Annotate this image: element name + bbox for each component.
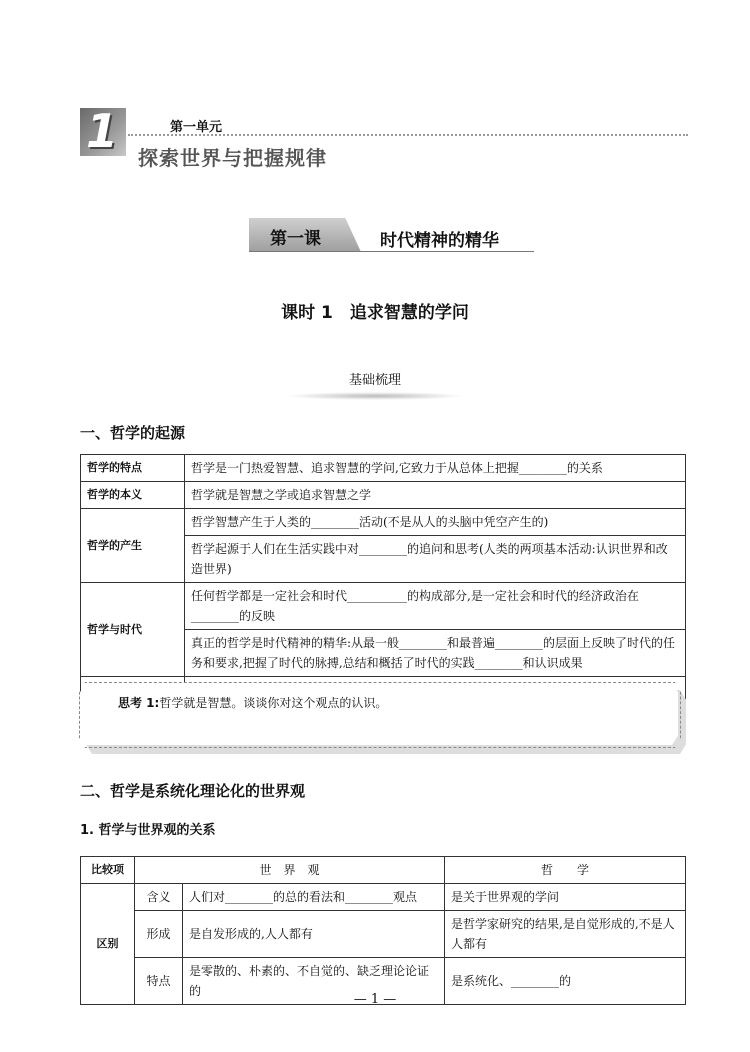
row-content: 哲学智慧产生于人类的________活动(不是从人的头脑中凭空产生的) xyxy=(185,509,686,536)
row-item: 形成 xyxy=(135,911,183,958)
col-header-philosophy: 哲 学 xyxy=(445,857,686,884)
row-item: 含义 xyxy=(135,884,183,911)
section-label-shadow xyxy=(285,392,465,400)
think-label: 思考 1: xyxy=(118,696,160,710)
row-content: 真正的哲学是时代精神的精华:从最一般________和最普遍________的层面上反映了时代的任务和要求,把握了时代的脉搏,总结和概括了时代的实践________和认识成果 xyxy=(185,630,686,677)
row-philosophy: 是哲学家研究的结果,是自觉形成的,不是人人都有 xyxy=(445,911,686,958)
unit-label: 第一单元 xyxy=(170,120,223,135)
row-content: 哲学起源于人们在生活实践中对________的追问和思考(人类的两项基本活动:认识世界和改造世界) xyxy=(185,536,686,583)
lesson-tag: 第一课 xyxy=(270,229,321,249)
lesson-underline xyxy=(249,251,534,252)
table-row xyxy=(81,482,686,509)
unit-number: 1 xyxy=(86,104,119,158)
session-title: 课时 1 追求智慧的学问 xyxy=(281,303,469,323)
group-label: 区别 xyxy=(81,884,135,1005)
row-philosophy: 是系统化、________的 xyxy=(445,958,686,1005)
row-head: 哲学的本义 xyxy=(81,482,185,509)
origin-table xyxy=(80,454,686,704)
part1-heading: 一、哲学的起源 xyxy=(80,424,186,442)
col-header-compare: 比较项 xyxy=(81,857,135,884)
table-row xyxy=(81,455,686,482)
row-worldview: 是零散的、朴素的、不自觉的、缺乏理论论证的 xyxy=(183,958,445,1005)
section-label: 基础梳理 xyxy=(348,373,401,388)
table-row xyxy=(81,884,686,911)
page-number: — 1 — xyxy=(353,992,397,1007)
worldview-table xyxy=(80,856,686,1005)
part2-subheading: 1. 哲学与世界观的关系 xyxy=(80,823,216,838)
lesson-title: 时代精神的精华 xyxy=(380,231,499,251)
row-worldview: 是自发形成的,人人都有 xyxy=(183,911,445,958)
row-philosophy: 是关于世界观的学问 xyxy=(445,884,686,911)
think-box-border xyxy=(79,682,681,748)
row-head: 哲学的产生 xyxy=(81,509,185,583)
table-row xyxy=(81,583,686,630)
table-header-row xyxy=(81,857,686,884)
row-content: 哲学就是智慧之学或追求智慧之学 xyxy=(185,482,686,509)
unit-title: 探索世界与把握规律 xyxy=(138,146,327,170)
table-row xyxy=(81,509,686,536)
part2-heading: 二、哲学是系统化理论化的世界观 xyxy=(80,782,306,800)
col-header-worldview: 世 界 观 xyxy=(135,857,445,884)
row-head: 哲学与时代 xyxy=(81,583,185,677)
think-prompt xyxy=(118,694,387,711)
row-head: 哲学的特点 xyxy=(81,455,185,482)
row-content: 任何哲学都是一定社会和时代__________的构成部分,是一定社会和时代的经济政治在________的反映 xyxy=(185,583,686,630)
row-content: 哲学是一门热爱智慧、追求智慧的学问,它致力于从总体上把握________的关系 xyxy=(185,455,686,482)
row-worldview: 人们对________的总的看法和________观点 xyxy=(183,884,445,911)
row-item: 特点 xyxy=(135,958,183,1005)
table-row xyxy=(81,911,686,958)
think-text: 哲学就是智慧。谈谈你对这个观点的认识。 xyxy=(159,696,388,710)
